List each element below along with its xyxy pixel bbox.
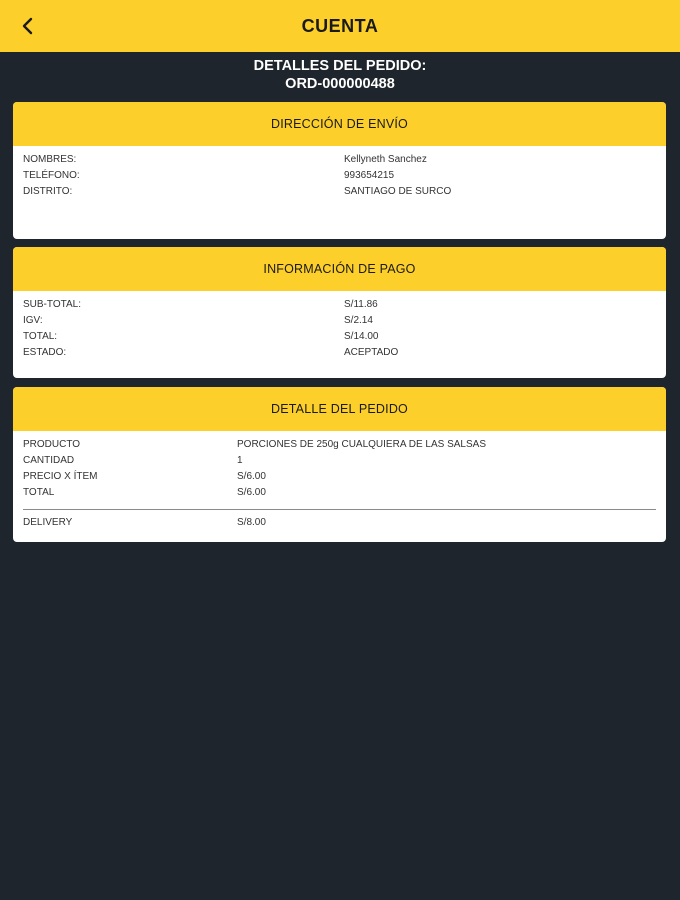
detail-row-unit-price	[23, 471, 656, 487]
chevron-left-icon	[21, 17, 35, 35]
payment-row-subtotal	[23, 299, 656, 315]
back-button[interactable]	[10, 8, 46, 44]
payment-card-title: INFORMACIÓN DE PAGO	[13, 247, 666, 291]
row-label: DELIVERY	[23, 517, 73, 528]
row-label: NOMBRES:	[23, 154, 77, 165]
shipping-row-name	[23, 154, 656, 170]
row-label: TELÉFONO:	[23, 170, 80, 181]
row-value: SANTIAGO DE SURCO	[344, 186, 452, 197]
row-label: PRECIO X ÍTEM	[23, 471, 98, 482]
row-value: S/8.00	[237, 517, 266, 528]
payment-row-status	[23, 347, 656, 363]
top-app-bar	[0, 0, 680, 52]
shipping-row-phone	[23, 170, 656, 186]
shipping-card-title: DIRECCIÓN DE ENVÍO	[13, 102, 666, 146]
row-value: PORCIONES DE 250g CUALQUIERA DE LAS SALSAS	[237, 439, 486, 450]
order-detail-card-title: DETALLE DEL PEDIDO	[13, 387, 666, 431]
row-label: DISTRITO:	[23, 186, 73, 197]
shipping-card	[13, 102, 666, 239]
order-detail-card	[13, 387, 666, 542]
status-badge: ACEPTADO	[344, 347, 399, 358]
row-value: 993654215	[344, 170, 395, 181]
payment-row-igv	[23, 315, 656, 331]
row-value: S/14.00	[344, 331, 379, 342]
row-label: PRODUCTO	[23, 439, 81, 450]
divider	[23, 509, 656, 510]
detail-row-quantity	[23, 455, 656, 471]
page-title: CUENTA	[301, 15, 379, 36]
row-label: SUB-TOTAL:	[23, 299, 81, 310]
row-label: TOTAL:	[23, 331, 58, 342]
order-header	[0, 57, 680, 93]
row-label: CANTIDAD	[23, 455, 75, 466]
row-label: ESTADO:	[23, 347, 67, 358]
detail-row-product	[23, 439, 656, 455]
row-value: 1	[237, 455, 243, 466]
detail-row-total	[23, 487, 656, 503]
row-value: S/2.14	[344, 315, 373, 326]
row-value: Kellyneth Sanchez	[344, 154, 427, 165]
detail-row-delivery	[23, 517, 656, 533]
payment-row-total	[23, 331, 656, 347]
order-id: ORD-000000488	[285, 76, 395, 92]
row-label: IGV:	[23, 315, 43, 326]
row-label: TOTAL	[23, 487, 55, 498]
order-heading: DETALLES DEL PEDIDO:	[253, 58, 427, 74]
shipping-row-district	[23, 186, 656, 202]
row-value: S/6.00	[237, 471, 266, 482]
payment-card	[13, 247, 666, 378]
row-value: S/11.86	[344, 299, 378, 310]
row-value: S/6.00	[237, 487, 266, 498]
